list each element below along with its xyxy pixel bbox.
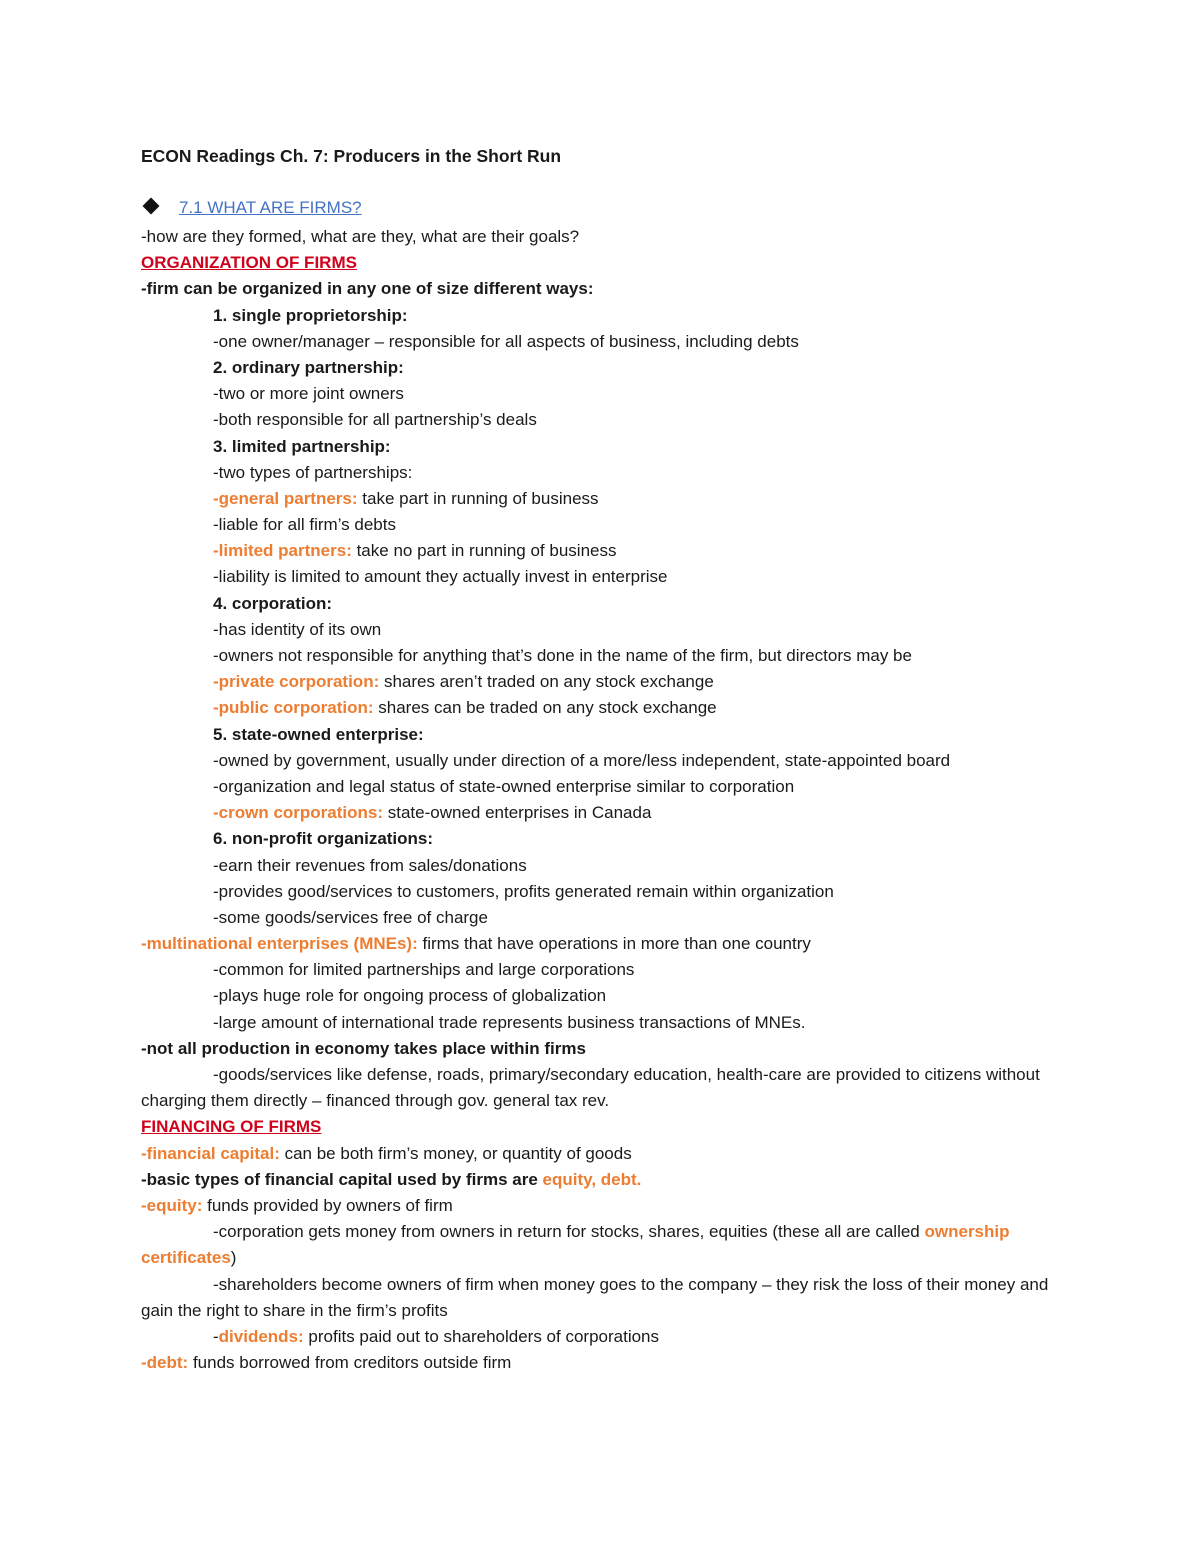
- text-line: [141, 695, 1061, 721]
- line-text: 2. ordinary partnership:: [213, 357, 404, 377]
- line-text: -: [213, 1326, 219, 1346]
- text-line: [141, 434, 1061, 460]
- text-line: [141, 224, 1061, 250]
- text-line: [141, 931, 1061, 957]
- text-line: [141, 1193, 1061, 1219]
- line-text: -two or more joint owners: [213, 384, 404, 404]
- section-link[interactable]: 7.1 WHAT ARE FIRMS?: [179, 198, 362, 217]
- line-text: 1. single proprietorship:: [213, 305, 408, 325]
- text-line: [141, 722, 1061, 748]
- line-text: state-owned enterprises in Canada: [383, 803, 652, 823]
- line-text: -organization and legal status of state-owned enterprise similar to corporation: [213, 776, 795, 796]
- line-text: 5. state-owned enterprise:: [213, 724, 424, 744]
- line-text: -two types of partnerships:: [213, 462, 413, 482]
- line-text: funds borrowed from creditors outside firm: [188, 1353, 512, 1373]
- text-line: [141, 643, 1061, 669]
- text-line: [141, 1036, 1061, 1062]
- line-text: -owned by government, usually under direction of a more/less independent, state-appointed board: [213, 750, 951, 770]
- text-line: [141, 250, 1061, 276]
- key-term: -general partners:: [213, 488, 358, 508]
- text-line: [141, 669, 1061, 695]
- line-text: firms that have operations in more than one country: [417, 934, 811, 954]
- text-line: [141, 774, 1061, 800]
- text-line: [141, 1062, 1061, 1114]
- text-line: [141, 853, 1061, 879]
- line-text: -plays huge role for ongoing process of globalization: [213, 986, 607, 1006]
- line-text: -has identity of its own: [213, 619, 382, 639]
- line-text: -large amount of international trade represents business transactions of MNEs.: [213, 1012, 806, 1032]
- line-text: -how are they formed, what are they, what are their goals?: [141, 227, 580, 246]
- text-line: [141, 1324, 1061, 1350]
- text-line: [141, 800, 1061, 826]
- line-text: 4. corporation:: [213, 593, 333, 613]
- key-term: -public corporation:: [213, 698, 374, 718]
- line-text: -corporation gets money from owners in return for stocks, shares, equities (these all are called: [213, 1222, 925, 1242]
- line-text: 3. limited partnership:: [213, 436, 391, 456]
- line-text: -goods/services like defense, roads, primary/secondary education, health-care are provided to citizens without charging them directly – financed through gov. general tax rev.: [141, 1065, 1040, 1111]
- text-line: [141, 879, 1061, 905]
- key-term: -financial capital:: [141, 1143, 280, 1163]
- text-line: [141, 355, 1061, 381]
- section-heading: [141, 198, 362, 218]
- text-line: [141, 276, 1061, 302]
- key-term: -crown corporations:: [213, 803, 384, 823]
- line-text: profits paid out to shareholders of corporations: [303, 1326, 660, 1346]
- line-text: -earn their revenues from sales/donations: [213, 855, 527, 875]
- text-line: [141, 538, 1061, 564]
- text-line: [141, 329, 1061, 355]
- line-text: -provides good/services to customers, profits generated remain within organization: [213, 881, 834, 901]
- line-text: -owners not responsible for anything that’s done in the name of the firm, but directors may be: [213, 646, 912, 665]
- text-line: [141, 381, 1061, 407]
- text-line: [141, 905, 1061, 931]
- line-text: -liable for all firm’s debts: [213, 515, 396, 535]
- line-text: -firm can be organized in any one of size different ways:: [141, 279, 594, 299]
- text-line: [141, 486, 1061, 512]
- text-line: [141, 512, 1061, 538]
- key-term: -limited partners:: [213, 541, 352, 561]
- text-line: [141, 460, 1061, 486]
- line-text: -liability is limited to amount they actually invest in enterprise: [213, 567, 668, 587]
- line-text: shares can be traded on any stock exchange: [373, 698, 717, 718]
- key-term: ownership certificates: [141, 1222, 1010, 1268]
- line-text: take part in running of business: [357, 488, 599, 508]
- key-term: -debt:: [141, 1353, 189, 1373]
- diamond-bullet-icon: [143, 198, 160, 215]
- text-line: [141, 1272, 1061, 1324]
- text-line: [141, 1010, 1061, 1036]
- text-line: [141, 957, 1061, 983]
- line-text: -some goods/services free of charge: [213, 907, 488, 927]
- text-line: [141, 407, 1061, 433]
- line-text: -both responsible for all partnership’s deals: [213, 410, 537, 430]
- line-text: -basic types of financial capital used by firms are: [141, 1169, 543, 1189]
- text-line: [141, 303, 1061, 329]
- key-term: -multinational enterprises (MNEs):: [141, 934, 418, 954]
- line-text: 6. non-profit organizations:: [213, 829, 434, 849]
- text-line: [141, 826, 1061, 852]
- line-text: take no part in running of business: [351, 541, 617, 561]
- text-line: [141, 1167, 1061, 1193]
- text-line: [141, 1350, 1061, 1376]
- key-term: equity, debt.: [542, 1169, 642, 1189]
- text-line: [141, 617, 1061, 643]
- text-line: [141, 748, 1061, 774]
- text-line: [141, 591, 1061, 617]
- line-text: -shareholders become owners of firm when money goes to the company – they risk the loss of their money and gain the right to share in the firm’s profits: [141, 1274, 1049, 1320]
- line-text: can be both firm’s money, or quantity of goods: [279, 1143, 632, 1163]
- key-term: dividends:: [218, 1326, 304, 1346]
- subsection-heading: ORGANIZATION OF FIRMS: [141, 253, 357, 273]
- key-term: -equity:: [141, 1195, 203, 1215]
- line-text: ): [230, 1248, 237, 1268]
- line-text: shares aren’t traded on any stock exchange: [379, 672, 714, 692]
- text-line: [141, 1219, 1061, 1271]
- line-text: funds provided by owners of firm: [202, 1195, 453, 1215]
- text-line: [141, 983, 1061, 1009]
- text-line: [141, 564, 1061, 590]
- subsection-heading: FINANCING OF FIRMS: [141, 1117, 322, 1137]
- text-line: [141, 1114, 1061, 1140]
- line-text: -common for limited partnerships and large corporations: [213, 960, 635, 980]
- key-term: -private corporation:: [213, 672, 380, 692]
- line-text: -one owner/manager – responsible for all aspects of business, including debts: [213, 331, 799, 351]
- document-body: [141, 224, 1061, 1376]
- line-text: -not all production in economy takes place within firms: [141, 1038, 586, 1058]
- text-line: [141, 1141, 1061, 1167]
- page-title: ECON Readings Ch. 7: Producers in the Short Run: [141, 146, 562, 166]
